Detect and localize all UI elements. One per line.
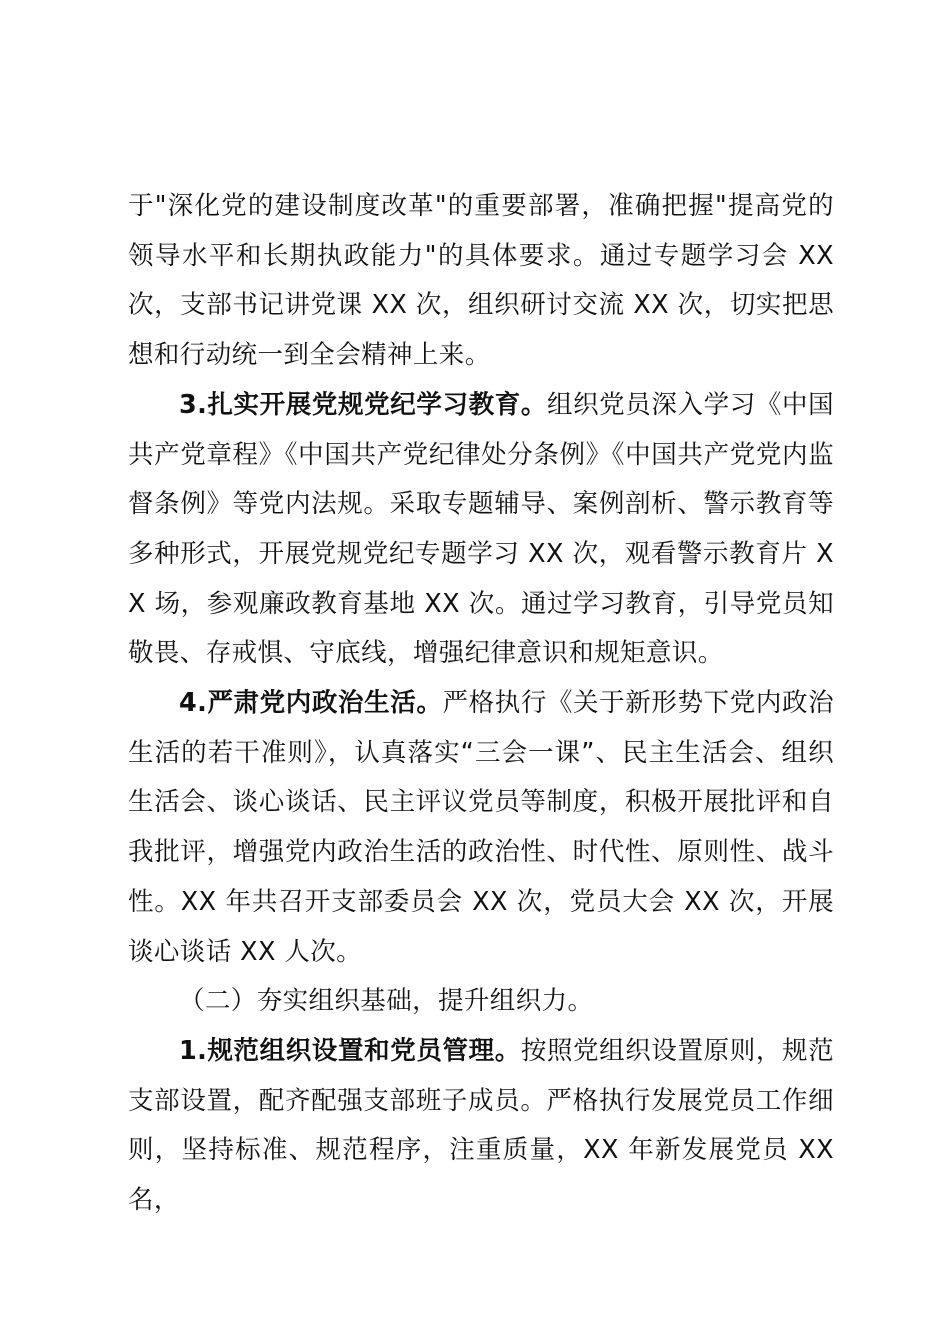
section-heading <box>128 977 834 1027</box>
paragraph-text: 按照党组织设置原则，规范支部设置，配齐配强支部班子成员。严格执行发展党员工作细则，坚持标准、规范程序，注重质量，XX 年新发展党员 XX 名， <box>128 1035 834 1216</box>
paragraph-text: 严格执行《关于新形势下党内政治生活的若干准则》，认真落实“三会一课”、民主生活会、组织生活会、谈心谈话、民主评议党员等制度，积极开展批评和自我批评，增强党内政治生活的政治性、时代性、原则性、战斗性。XX 年共召开支部委员会 XX 次，党员大会 XX 次，开展谈心谈话 XX 人次。 <box>128 688 834 967</box>
document-page <box>128 182 834 1226</box>
paragraph-heading: 4.严肃党内政治生活。 <box>179 688 443 719</box>
paragraph-heading: 3.扎实开展党规党纪学习教育。 <box>179 389 547 420</box>
paragraph-heading: 1.规范组织设置和党员管理。 <box>179 1035 521 1066</box>
paragraph-continuation <box>128 182 834 381</box>
paragraph-organization-setup <box>128 1027 834 1226</box>
paragraph-text: 于"深化党的建设制度改革"的重要部署，准确把握"提高党的领导水平和长期执政能力"的具体要求。通过专题学习会 XX 次，支部书记讲党课 XX 次，组织研讨交流 XX 次，切实把思想和行动统一到全会精神上来。 <box>128 191 834 371</box>
section-heading-text: （二）夯实组织基础，提升组织力。 <box>179 986 594 1017</box>
paragraph-political-life <box>128 679 834 977</box>
paragraph-party-rules-education <box>128 381 834 679</box>
paragraph-text: 组织党员深入学习《中国共产党章程》《中国共产党纪律处分条例》《中国共产党党内监督条例》等党内法规。采取专题辅导、案例剖析、警示教育等多种形式，开展党规党纪专题学习 XX 次，观看警示教育片 XX 场，参观廉政教育基地 XX 次。通过学习教育，引导党员知敬畏、存戒惧、守底线，增强纪律意识和规矩意识。 <box>128 389 835 669</box>
